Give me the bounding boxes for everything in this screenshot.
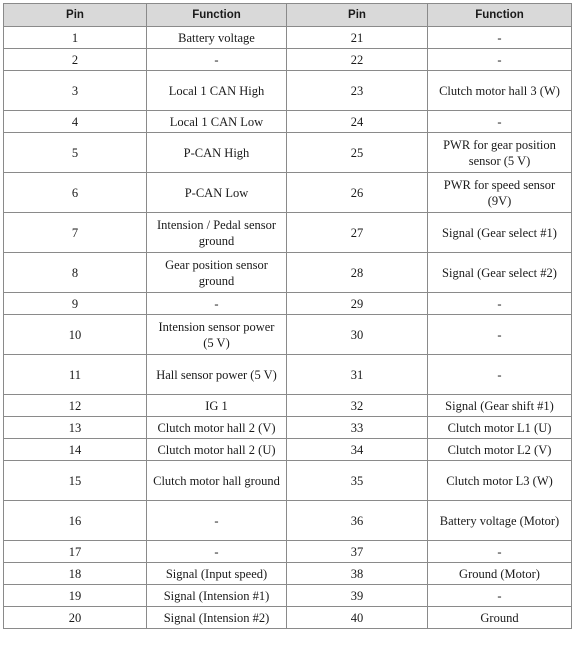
pin-number-left: 11: [4, 355, 147, 395]
function-right: Ground (Motor): [428, 563, 572, 585]
pin-number-right: 29: [287, 293, 428, 315]
pin-number-right: 38: [287, 563, 428, 585]
header-function-right: Function: [428, 4, 572, 27]
pin-number-right: 23: [287, 71, 428, 111]
pin-number-right: 27: [287, 213, 428, 253]
table-row: [4, 49, 572, 71]
table-row: [4, 133, 572, 173]
pin-number-right: 35: [287, 461, 428, 501]
header-function-left: Function: [147, 4, 287, 27]
function-left: -: [147, 541, 287, 563]
pin-number-right: 37: [287, 541, 428, 563]
table-row: [4, 563, 572, 585]
table-body: [4, 27, 572, 629]
function-left: Intension sensor power (5 V): [147, 315, 287, 355]
table-row: [4, 71, 572, 111]
pin-number-left: 10: [4, 315, 147, 355]
pin-number-right: 33: [287, 417, 428, 439]
function-right: Signal (Gear select #2): [428, 253, 572, 293]
function-right: -: [428, 315, 572, 355]
pin-number-left: 5: [4, 133, 147, 173]
pin-number-right: 22: [287, 49, 428, 71]
function-right: Clutch motor hall 3 (W): [428, 71, 572, 111]
pin-number-right: 32: [287, 395, 428, 417]
function-right: -: [428, 355, 572, 395]
pin-number-left: 4: [4, 111, 147, 133]
function-right: -: [428, 541, 572, 563]
function-left: Local 1 CAN Low: [147, 111, 287, 133]
function-right: -: [428, 293, 572, 315]
pin-number-right: 31: [287, 355, 428, 395]
table-row: [4, 173, 572, 213]
function-left: Battery voltage: [147, 27, 287, 49]
function-left: P-CAN Low: [147, 173, 287, 213]
function-left: -: [147, 49, 287, 71]
pin-number-left: 3: [4, 71, 147, 111]
function-right: PWR for gear position sensor (5 V): [428, 133, 572, 173]
pin-number-left: 8: [4, 253, 147, 293]
table-row: [4, 607, 572, 629]
header-pin-left: Pin: [4, 4, 147, 27]
pin-number-left: 19: [4, 585, 147, 607]
table-row: [4, 395, 572, 417]
pin-number-right: 26: [287, 173, 428, 213]
pin-number-left: 2: [4, 49, 147, 71]
pin-number-left: 15: [4, 461, 147, 501]
pin-number-left: 13: [4, 417, 147, 439]
table-row: [4, 293, 572, 315]
function-left: -: [147, 293, 287, 315]
function-right: Signal (Gear shift #1): [428, 395, 572, 417]
pin-number-right: 40: [287, 607, 428, 629]
table-row: [4, 541, 572, 563]
function-right: Battery voltage (Motor): [428, 501, 572, 541]
header-row: [4, 4, 572, 27]
function-left: -: [147, 501, 287, 541]
table-row: [4, 213, 572, 253]
function-left: Local 1 CAN High: [147, 71, 287, 111]
table-row: [4, 585, 572, 607]
table-row: [4, 111, 572, 133]
pin-number-right: 25: [287, 133, 428, 173]
function-right: Clutch motor L2 (V): [428, 439, 572, 461]
table-row: [4, 355, 572, 395]
function-right: Clutch motor L1 (U): [428, 417, 572, 439]
function-right: Ground: [428, 607, 572, 629]
header-pin-right: Pin: [287, 4, 428, 27]
pin-number-left: 20: [4, 607, 147, 629]
pin-number-left: 14: [4, 439, 147, 461]
table-row: [4, 461, 572, 501]
table-row: [4, 315, 572, 355]
pin-number-left: 1: [4, 27, 147, 49]
pin-number-left: 12: [4, 395, 147, 417]
pin-number-right: 39: [287, 585, 428, 607]
pin-number-left: 17: [4, 541, 147, 563]
function-left: Intension / Pedal sensor ground: [147, 213, 287, 253]
pin-number-left: 7: [4, 213, 147, 253]
pin-number-right: 21: [287, 27, 428, 49]
pin-number-right: 24: [287, 111, 428, 133]
pin-function-table: [3, 3, 572, 629]
function-left: Gear position sensor ground: [147, 253, 287, 293]
table-row: [4, 27, 572, 49]
function-left: Clutch motor hall 2 (V): [147, 417, 287, 439]
table-row: [4, 501, 572, 541]
function-right: -: [428, 111, 572, 133]
table-row: [4, 417, 572, 439]
pin-number-right: 30: [287, 315, 428, 355]
function-right: -: [428, 585, 572, 607]
function-right: -: [428, 27, 572, 49]
function-left: IG 1: [147, 395, 287, 417]
function-right: Clutch motor L3 (W): [428, 461, 572, 501]
pin-number-left: 9: [4, 293, 147, 315]
function-right: -: [428, 49, 572, 71]
pin-number-left: 16: [4, 501, 147, 541]
table-row: [4, 439, 572, 461]
function-left: Signal (Intension #2): [147, 607, 287, 629]
pin-number-right: 36: [287, 501, 428, 541]
function-left: Signal (Input speed): [147, 563, 287, 585]
pin-number-left: 6: [4, 173, 147, 213]
function-left: Hall sensor power (5 V): [147, 355, 287, 395]
function-left: Clutch motor hall ground: [147, 461, 287, 501]
function-right: Signal (Gear select #1): [428, 213, 572, 253]
pin-number-right: 34: [287, 439, 428, 461]
function-left: Clutch motor hall 2 (U): [147, 439, 287, 461]
function-left: Signal (Intension #1): [147, 585, 287, 607]
pin-number-left: 18: [4, 563, 147, 585]
function-left: P-CAN High: [147, 133, 287, 173]
function-right: PWR for speed sensor (9V): [428, 173, 572, 213]
table-row: [4, 253, 572, 293]
pin-number-right: 28: [287, 253, 428, 293]
